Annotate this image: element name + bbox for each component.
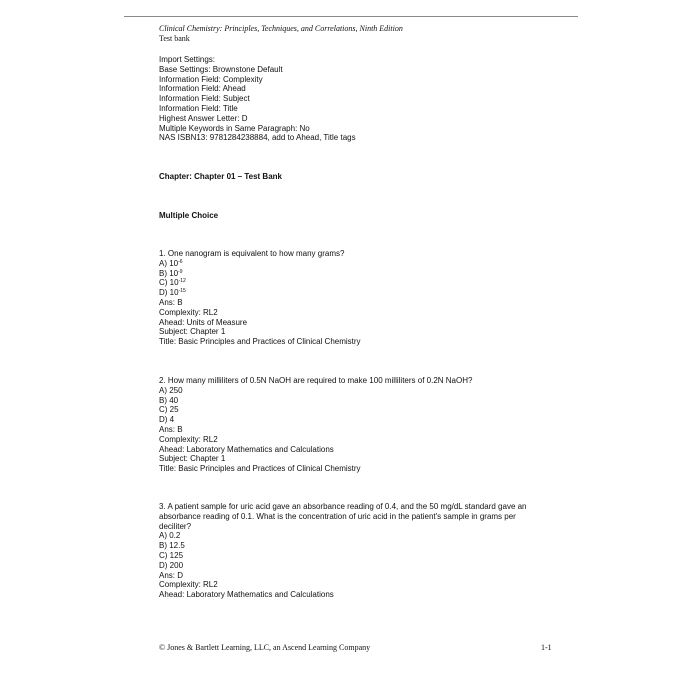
header-subtitle: Test bank (159, 34, 190, 43)
ahead: Ahead: Laboratory Mathematics and Calculations (159, 444, 334, 454)
choice-c: C) 125 (159, 550, 184, 560)
settings-line: NAS ISBN13: 9781284238884, add to Ahead, Title tags (159, 133, 356, 143)
choice-a: A) $10^{-6}$ (159, 258, 183, 268)
settings-line: Import Settings: (159, 55, 216, 64)
import-settings (159, 55, 559, 143)
section-heading: Multiple Choice (159, 211, 219, 220)
choice-b: B) 40 (159, 395, 179, 405)
choice-b: B) $10^{-9}$ (159, 268, 183, 278)
answer: Ans: D (159, 570, 184, 580)
subject: Subject: Chapter 1 (159, 327, 226, 337)
subject: Subject: Chapter 1 (159, 454, 226, 464)
choice-c: C) $10^{-12}$ (159, 278, 186, 288)
settings-line: Multiple Keywords in Same Paragraph: No (159, 123, 310, 133)
complexity: Complexity: RL2 (159, 307, 218, 317)
choice-d: D) 4 (159, 415, 175, 425)
answer: Ans: B (159, 297, 183, 307)
choice-a: A) 0.2 (159, 531, 181, 541)
question-2 (159, 376, 559, 474)
complexity: Complexity: RL2 (159, 434, 218, 444)
settings-line: Base Settings: Brownstone Default (159, 64, 283, 74)
title: Title: Basic Principles and Practices of Clinical Chemistry (159, 337, 361, 347)
settings-line: Highest Answer Letter: D (159, 113, 248, 123)
book-title: Clinical Chemistry: Principles, Techniques, and Correlations, Ninth Edition (159, 24, 403, 33)
question-1 (159, 249, 559, 347)
choice-d: D) $10^{-15}$ (159, 288, 186, 298)
title: Title: Basic Principles and Practices of Clinical Chemistry (159, 464, 361, 474)
page-header (159, 24, 403, 44)
complexity: Complexity: RL2 (159, 580, 218, 590)
settings-line: Information Field: Ahead (159, 84, 246, 94)
chapter-heading: Chapter: Chapter 01 – Test Bank (159, 172, 282, 181)
question-stem: 1. One nanogram is equivalent to how many grams? (159, 249, 345, 258)
choice-d: D) 200 (159, 560, 184, 570)
footer-copyright: © Jones & Bartlett Learning, LLC, an Ascend Learning Company (159, 643, 371, 652)
ahead: Ahead: Laboratory Mathematics and Calculations (159, 590, 334, 600)
answer: Ans: B (159, 424, 183, 434)
ahead: Ahead: Units of Measure (159, 317, 248, 327)
question-3 (159, 502, 559, 600)
question-stem-line: deciliter? (159, 521, 192, 531)
question-stem: 2. How many milliliters of 0.5N NaOH are required to make 100 milliliters of 0.2N NaOH? (159, 376, 473, 385)
settings-line: Information Field: Title (159, 103, 238, 113)
header-rule (124, 16, 578, 17)
choice-c: C) 25 (159, 405, 179, 415)
settings-line: Information Field: Subject (159, 94, 250, 104)
choice-a: A) 250 (159, 385, 183, 395)
page-number: 1-1 (541, 643, 552, 652)
question-stem-line: 3. A patient sample for uric acid gave an absorbance reading of 0.4, and the 50 mg/dL standard gave an (159, 502, 527, 511)
settings-line: Information Field: Complexity (159, 74, 263, 84)
question-stem-line: absorbance reading of 0.1. What is the concentration of uric acid in the patient's sample in grams per (159, 511, 516, 521)
choice-b: B) 12.5 (159, 541, 185, 551)
